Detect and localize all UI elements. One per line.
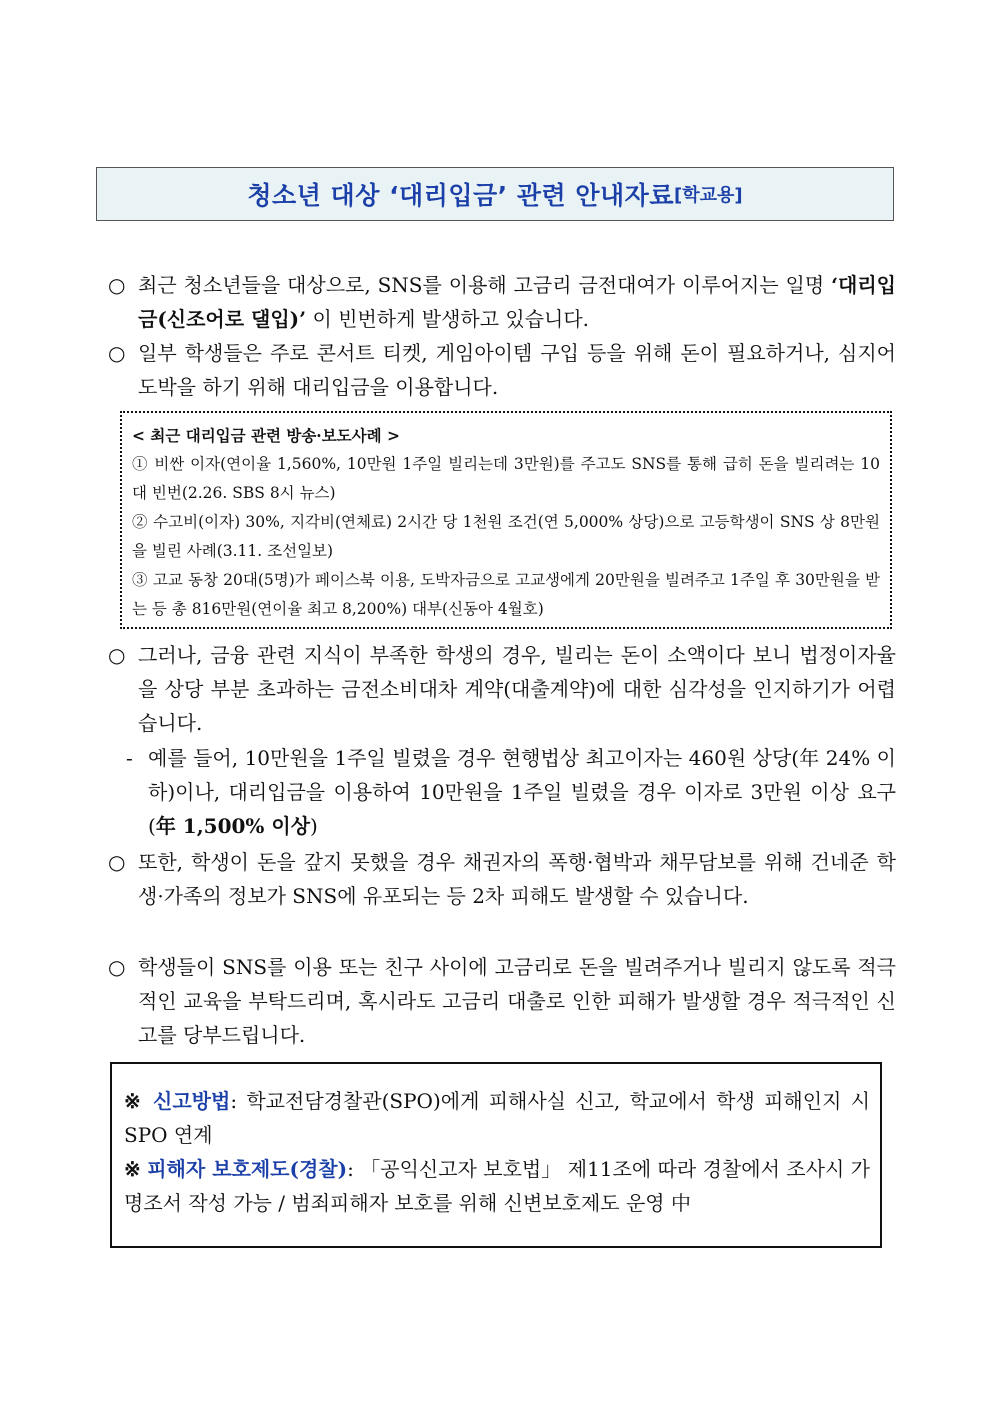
bullet-icon: ○ (108, 643, 126, 667)
paragraph-3-sub-before: 예를 들어, 10만원을 1주일 빌렸을 경우 현행법상 최고이자는 460원 상당(年 24% 이하)이나, 대리입금을 이용하여 10만원을 1주일 빌렸을 경우 이자로 3만원 이상 요구( (148, 746, 896, 838)
notice-item-protection-label: 피해자 보호제도(경찰) (147, 1157, 348, 1181)
paragraph-2 (108, 336, 896, 404)
case-item-3: ③ 고교 동창 20대(5명)가 페이스북 이용, 도박자금으로 고교생에게 20만원을 빌려주고 1주일 후 30만원을 받는 등 총 816만원(연이율 최고 8,200%) 대부(신동아 4월호) (132, 571, 880, 618)
notice-item-report (124, 1084, 870, 1152)
cases-box (120, 411, 892, 629)
bullet-icon: ○ (108, 850, 126, 874)
bullet-icon: ○ (108, 273, 126, 297)
paragraph-3-sub-text (126, 741, 896, 843)
bullet-icon: ○ (108, 341, 126, 365)
paragraph-3 (108, 638, 896, 740)
cases-box-title: < 최근 대리입금 관련 방송·보도사례 > (132, 426, 400, 445)
reference-mark-icon: ※ (124, 1089, 144, 1113)
paragraph-3-text: 그러나, 금융 관련 지식이 부족한 학생의 경우, 빌리는 돈이 소액이다 보니 법정이자율을 상당 부분 초과하는 금전소비대차 계약(대출계약)에 대한 심각성을 인지하기가 어렵습니다. (138, 643, 896, 735)
page-subtitle: [학교용] (673, 185, 743, 206)
paragraph-1-text (108, 268, 896, 336)
dash-icon: - (126, 746, 133, 770)
paragraph-1 (108, 268, 896, 336)
notice-item-protection-text: : 「공익신고자 보호법」 제11조에 따라 경찰에서 조사시 가명조서 작성 가능 / 범죄피해자 보호를 위해 신변보호제도 운영 中 (124, 1157, 870, 1215)
paragraph-3-sub-bold: 年 1,500% 이상 (155, 814, 311, 838)
case-item-1: ① 비싼 이자(연이율 1,560%, 10만원 1주일 빌리는데 3만원)를 주고도 SNS를 통해 급히 돈을 빌리려는 10대 빈번(2.26. SBS 8시 뉴스) (132, 455, 880, 502)
case-item-2: ② 수고비(이자) 30%, 지각비(연체료) 2시간 당 1천원 조건(연 5,000% 상당)으로 고등학생이 SNS 상 8만원을 빌린 사례(3.11. 조선일보) (132, 513, 880, 560)
paragraph-4 (108, 845, 896, 913)
paragraph-2-text: 일부 학생들은 주로 콘서트 티켓, 게임아이템 구입 등을 위해 돈이 필요하거나, 심지어 도박을 하기 위해 대리입금을 이용합니다. (138, 341, 896, 399)
notice-item-protection (124, 1152, 870, 1220)
paragraph-1-before: 최근 청소년들을 대상으로, SNS를 이용해 고금리 금전대여가 이루어지는 일명 (138, 273, 832, 297)
paragraph-5-text: 학생들이 SNS를 이용 또는 친구 사이에 고금리로 돈을 빌려주거나 빌리지 않도록 적극적인 교육을 부탁드리며, 혹시라도 고금리 대출로 인한 피해가 발생할 경우 적극적인 신고를 당부드립니다. (138, 955, 896, 1047)
bullet-icon: ○ (108, 955, 126, 979)
title-box (96, 167, 894, 221)
reference-mark-icon: ※ (124, 1157, 141, 1181)
notice-box (110, 1062, 882, 1248)
paragraph-3-sub (126, 741, 896, 843)
paragraph-1-bold: ‘대리입금(신조어로 댈입)’ (138, 273, 896, 331)
paragraph-4-text: 또한, 학생이 돈을 갚지 못했을 경우 채권자의 폭행·협박과 채무담보를 위해 건네준 학생·가족의 정보가 SNS에 유포되는 등 2차 피해도 발생할 수 있습니다. (138, 850, 896, 908)
paragraph-5 (108, 950, 896, 1052)
page-title: 청소년 대상 ‘대리입금’ 관련 안내자료 (247, 181, 674, 210)
paragraph-1-after: 이 빈번하게 발생하고 있습니다. (306, 307, 590, 331)
notice-item-report-text: : 학교전담경찰관(SPO)에게 피해사실 신고, 학교에서 학생 피해인지 시 SPO 연계 (124, 1089, 871, 1147)
paragraph-3-sub-after: ) (310, 814, 318, 838)
notice-item-report-label: 신고방법 (153, 1089, 231, 1113)
